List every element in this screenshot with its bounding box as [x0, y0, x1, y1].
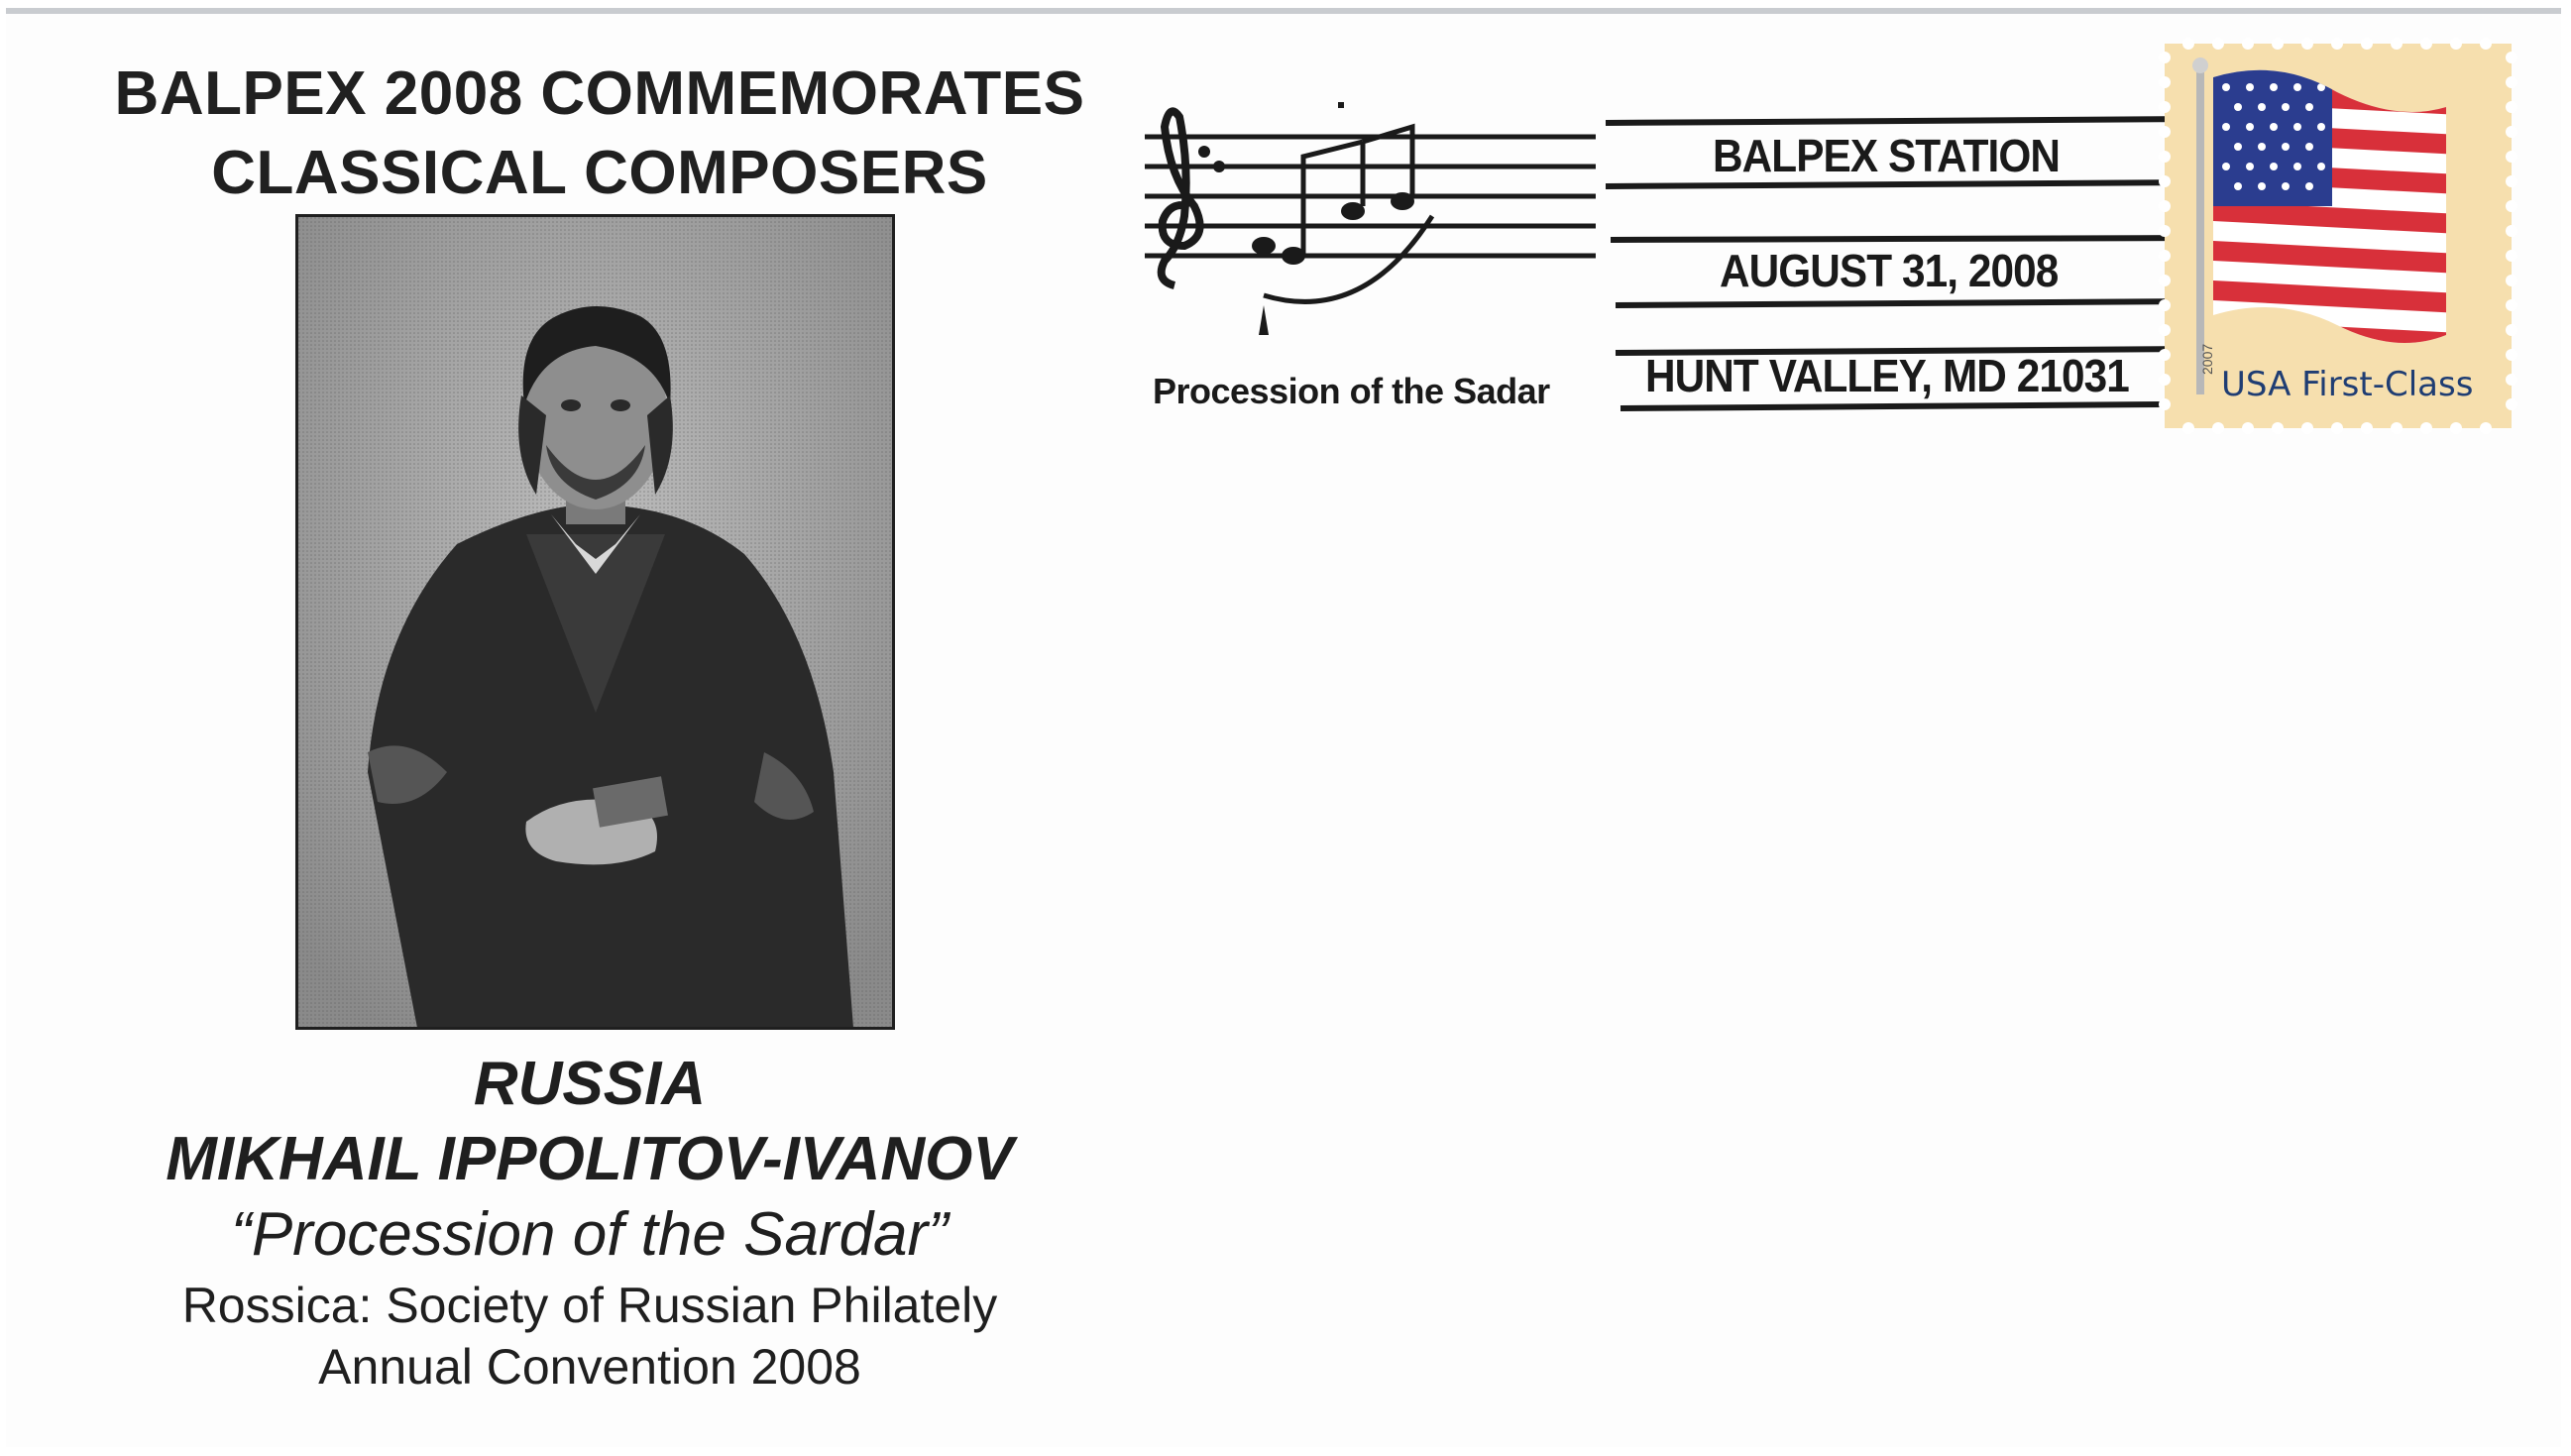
caption-society: Rossica: Society of Russian Philately [181, 1278, 998, 1333]
music-score-icon [1135, 97, 1601, 335]
cachet-caption [59, 1041, 1120, 1398]
cancel-music-label: Procession of the Sadar [1153, 371, 1550, 411]
cachet-title-line1: BALPEX 2008 COMMEMORATES [114, 59, 1085, 128]
stamp-year: 2007 [2199, 343, 2215, 375]
cancel-station: BALPEX STATION [1713, 130, 2060, 181]
cancel-date: AUGUST 31, 2008 [1720, 245, 2059, 296]
stamp-label: USA First-Class [2221, 365, 2474, 404]
composer-portrait [295, 214, 895, 1030]
caption-work: “Procession of the Sardar” [231, 1200, 949, 1269]
caption-composer: MIKHAIL IPPOLITOV-IVANOV [166, 1125, 1014, 1193]
cachet-title [40, 55, 1160, 213]
cancel-place: HUNT VALLEY, MD 21031 [1645, 350, 2129, 401]
caption-country: RUSSIA [473, 1050, 707, 1118]
caption-convention: Annual Convention 2008 [318, 1339, 861, 1395]
cachet-title-line2: CLASSICAL COMPOSERS [211, 139, 988, 207]
